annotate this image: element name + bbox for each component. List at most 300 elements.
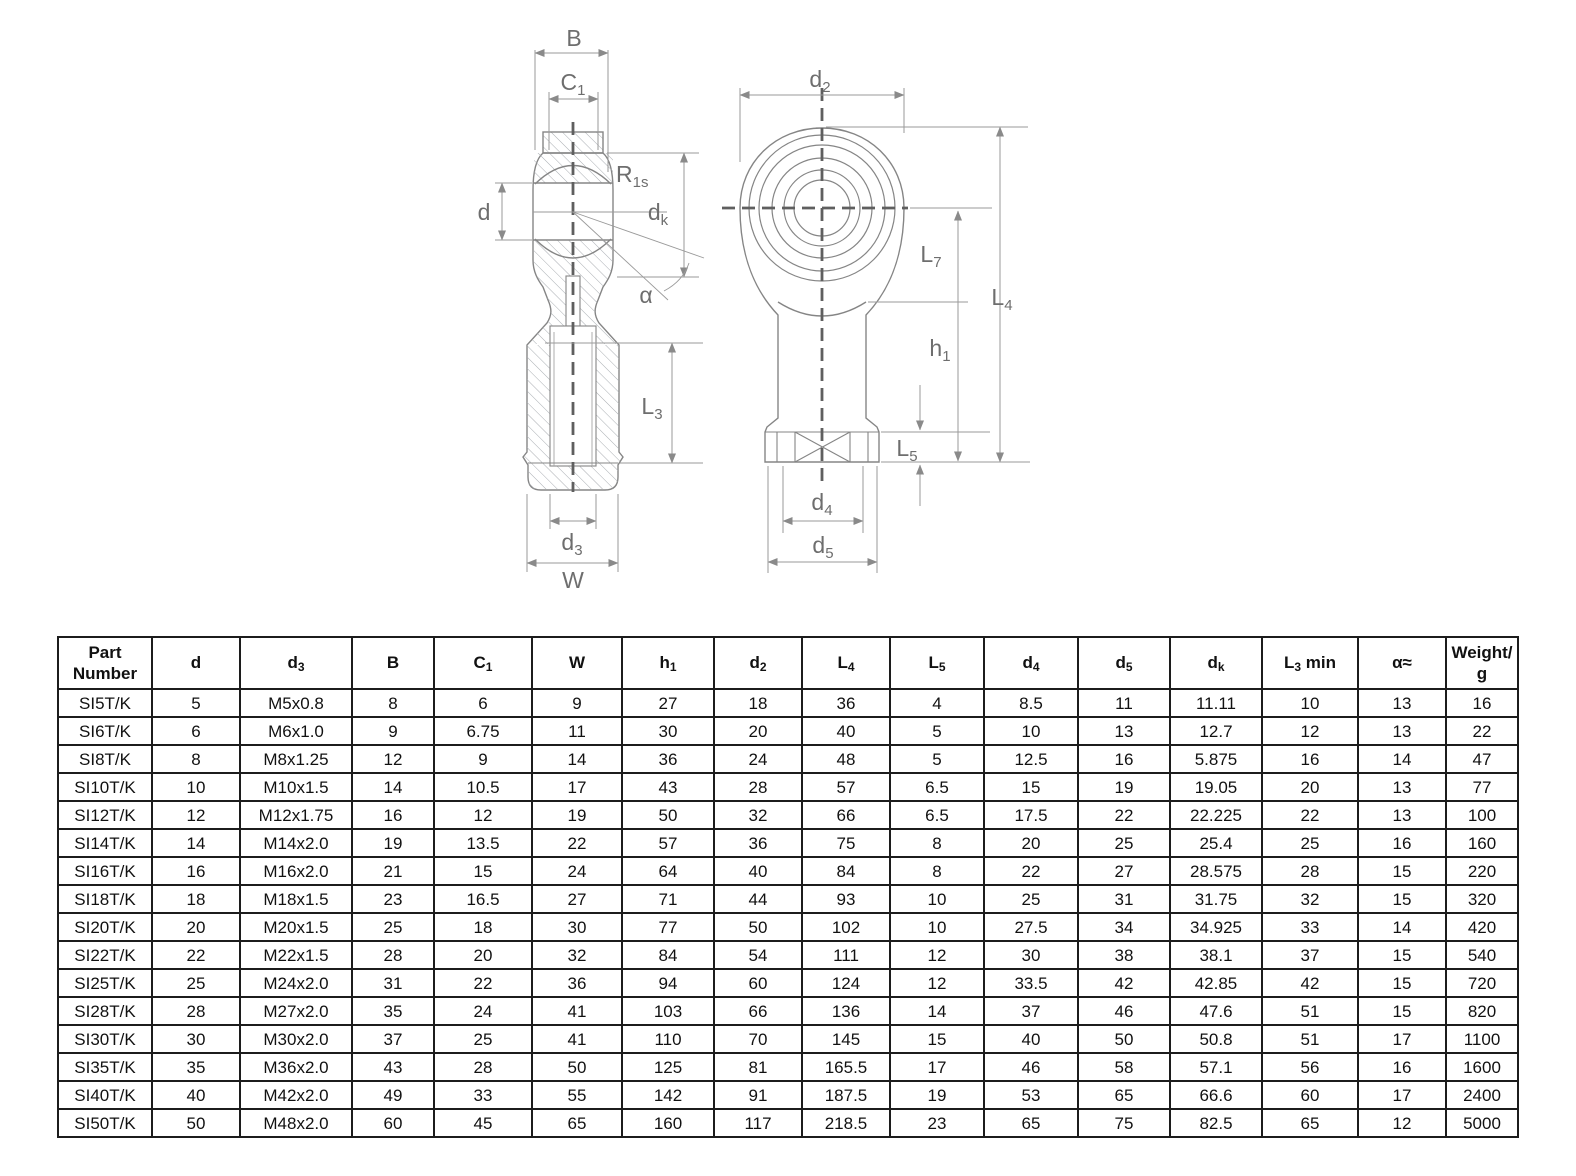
value-cell: 25 [152,969,240,997]
part-number-cell: SI8T/K [58,745,152,773]
value-cell: 27.5 [984,913,1078,941]
value-cell: 31 [1078,885,1170,913]
col-header-d5: $d_5$ [1078,637,1170,689]
table-row [58,689,1518,717]
value-cell: 25 [434,1025,532,1053]
table-row [58,857,1518,885]
value-cell: 41 [532,997,622,1025]
value-cell: 60 [352,1109,434,1137]
value-cell: 42 [1078,969,1170,997]
value-cell: 50.8 [1170,1025,1262,1053]
value-cell: 100 [1446,801,1518,829]
value-cell: 16 [1358,829,1446,857]
part-number-cell: SI5T/K [58,689,152,717]
value-cell: 65 [1078,1081,1170,1109]
value-cell: 60 [1262,1081,1358,1109]
value-cell: 5 [890,717,984,745]
value-cell: 32 [714,801,802,829]
value-cell: 5 [890,745,984,773]
value-cell: 2400 [1446,1081,1518,1109]
value-cell: 40 [714,857,802,885]
value-cell: 36 [622,745,714,773]
part-number-cell: SI22T/K [58,941,152,969]
value-cell: 37 [352,1025,434,1053]
value-cell: M14x2.0 [240,829,352,857]
dim-label-d5: $d_5$ [812,532,834,562]
value-cell: 44 [714,885,802,913]
value-cell: 102 [802,913,890,941]
value-cell: 28.575 [1170,857,1262,885]
value-cell: 28 [434,1053,532,1081]
dim-label-d3: $d_3$ [561,529,583,559]
value-cell: 27 [1078,857,1170,885]
value-cell: 16 [352,801,434,829]
part-number-cell: SI50T/K [58,1109,152,1137]
value-cell: 165.5 [802,1053,890,1081]
value-cell: 15 [1358,969,1446,997]
value-cell: 5 [152,689,240,717]
table-row [58,913,1518,941]
value-cell: 10 [1262,689,1358,717]
dim-label-L7: $L_7$ [920,241,942,271]
value-cell: 17 [532,773,622,801]
value-cell: M22x1.5 [240,941,352,969]
col-header-L3min: $L_3$ min [1262,637,1358,689]
value-cell: 12 [434,801,532,829]
value-cell: 22 [152,941,240,969]
value-cell: 1600 [1446,1053,1518,1081]
col-header-d: d [152,637,240,689]
part-number-cell: SI18T/K [58,885,152,913]
dim-label-alpha: α [639,282,653,308]
dim-label-d: d [477,199,491,225]
value-cell: 18 [152,885,240,913]
table-row [58,773,1518,801]
value-cell: 19 [532,801,622,829]
value-cell: 65 [984,1109,1078,1137]
value-cell: 22 [984,857,1078,885]
value-cell: 28 [714,773,802,801]
value-cell: 40 [152,1081,240,1109]
value-cell: 30 [532,913,622,941]
part-number-cell: SI28T/K [58,997,152,1025]
value-cell: 50 [714,913,802,941]
value-cell: M6x1.0 [240,717,352,745]
value-cell: 13 [1358,717,1446,745]
value-cell: 70 [714,1025,802,1053]
value-cell: 28 [152,997,240,1025]
value-cell: 23 [890,1109,984,1137]
spec-table-body [58,689,1518,1137]
value-cell: 77 [622,913,714,941]
value-cell: 38.1 [1170,941,1262,969]
part-number-cell: SI35T/K [58,1053,152,1081]
value-cell: 5.875 [1170,745,1262,773]
value-cell: 66 [802,801,890,829]
value-cell: 6.75 [434,717,532,745]
value-cell: 14 [532,745,622,773]
part-number-cell: SI10T/K [58,773,152,801]
value-cell: 142 [622,1081,714,1109]
col-header-W: W [532,637,622,689]
value-cell: 47.6 [1170,997,1262,1025]
value-cell: 16 [152,857,240,885]
value-cell: 82.5 [1170,1109,1262,1137]
col-header-alpha: α≈ [1358,637,1446,689]
value-cell: 13 [1358,773,1446,801]
value-cell: 28 [352,941,434,969]
value-cell: 13 [1078,717,1170,745]
value-cell: 34.925 [1170,913,1262,941]
value-cell: 24 [434,997,532,1025]
value-cell: 11 [1078,689,1170,717]
value-cell: 25 [352,913,434,941]
value-cell: 15 [984,773,1078,801]
value-cell: 110 [622,1025,714,1053]
value-cell: 24 [532,857,622,885]
col-header-d3: $d_3$ [240,637,352,689]
value-cell: M42x2.0 [240,1081,352,1109]
value-cell: 8 [890,829,984,857]
value-cell: 13 [1358,801,1446,829]
value-cell: 10.5 [434,773,532,801]
value-cell: 43 [352,1053,434,1081]
value-cell: 10 [890,885,984,913]
part-number-cell: SI30T/K [58,1025,152,1053]
table-row [58,1053,1518,1081]
value-cell: 160 [622,1109,714,1137]
value-cell: 28 [1262,857,1358,885]
value-cell: 36 [802,689,890,717]
value-cell: 20 [984,829,1078,857]
value-cell: 20 [1262,773,1358,801]
value-cell: 13 [1358,689,1446,717]
value-cell: 12 [352,745,434,773]
value-cell: 50 [622,801,714,829]
value-cell: 51 [1262,1025,1358,1053]
value-cell: 720 [1446,969,1518,997]
value-cell: M30x2.0 [240,1025,352,1053]
value-cell: 32 [1262,885,1358,913]
dim-label-h1: $h_1$ [929,335,951,365]
value-cell: 81 [714,1053,802,1081]
value-cell: 25.4 [1170,829,1262,857]
value-cell: 23 [352,885,434,913]
col-header-h1: $h_1$ [622,637,714,689]
value-cell: M18x1.5 [240,885,352,913]
value-cell: 9 [434,745,532,773]
value-cell: 103 [622,997,714,1025]
value-cell: 4 [890,689,984,717]
col-header-C1: $C_1$ [434,637,532,689]
value-cell: 540 [1446,941,1518,969]
col-header-L5: $L_5$ [890,637,984,689]
value-cell: 15 [890,1025,984,1053]
value-cell: 65 [532,1109,622,1137]
value-cell: 30 [622,717,714,745]
value-cell: 8 [152,745,240,773]
value-cell: 17 [1358,1025,1446,1053]
value-cell: 58 [1078,1053,1170,1081]
col-header-B: B [352,637,434,689]
value-cell: 40 [984,1025,1078,1053]
value-cell: 36 [714,829,802,857]
value-cell: 6 [152,717,240,745]
value-cell: 12.5 [984,745,1078,773]
value-cell: 14 [1358,745,1446,773]
value-cell: 77 [1446,773,1518,801]
value-cell: 160 [1446,829,1518,857]
dim-label-L5: $L_5$ [896,435,918,465]
value-cell: 14 [152,829,240,857]
table-row [58,1025,1518,1053]
value-cell: 37 [984,997,1078,1025]
value-cell: 42 [1262,969,1358,997]
dim-label-R1s: $R_{1s}$ [616,161,649,191]
dim-label-L3: $L_3$ [641,393,663,423]
value-cell: 64 [622,857,714,885]
value-cell: M5x0.8 [240,689,352,717]
value-cell: 11.11 [1170,689,1262,717]
value-cell: 20 [714,717,802,745]
value-cell: 31 [352,969,434,997]
value-cell: 35 [352,997,434,1025]
value-cell: 41 [532,1025,622,1053]
part-number-cell: SI20T/K [58,913,152,941]
part-number-cell: SI12T/K [58,801,152,829]
value-cell: 12 [890,941,984,969]
value-cell: 71 [622,885,714,913]
value-cell: 19 [352,829,434,857]
value-cell: 14 [1358,913,1446,941]
value-cell: 46 [984,1053,1078,1081]
value-cell: 22.225 [1170,801,1262,829]
value-cell: 75 [802,829,890,857]
value-cell: 12 [1262,717,1358,745]
value-cell: 19.05 [1170,773,1262,801]
value-cell: 34 [1078,913,1170,941]
table-row [58,829,1518,857]
value-cell: 10 [890,913,984,941]
value-cell: 30 [984,941,1078,969]
value-cell: 19 [1078,773,1170,801]
dim-label-L4: $L_4$ [991,284,1013,314]
part-number-cell: SI40T/K [58,1081,152,1109]
value-cell: 11 [532,717,622,745]
value-cell: 75 [1078,1109,1170,1137]
value-cell: 42.85 [1170,969,1262,997]
value-cell: 50 [532,1053,622,1081]
value-cell: 187.5 [802,1081,890,1109]
value-cell: 15 [1358,857,1446,885]
value-cell: 50 [1078,1025,1170,1053]
value-cell: M24x2.0 [240,969,352,997]
spec-table [57,636,1519,1138]
value-cell: 13.5 [434,829,532,857]
value-cell: 18 [434,913,532,941]
value-cell: 57.1 [1170,1053,1262,1081]
value-cell: 12 [152,801,240,829]
value-cell: 6 [434,689,532,717]
value-cell: 45 [434,1109,532,1137]
value-cell: 218.5 [802,1109,890,1137]
table-row [58,745,1518,773]
value-cell: M8x1.25 [240,745,352,773]
value-cell: 55 [532,1081,622,1109]
value-cell: 320 [1446,885,1518,913]
value-cell: 30 [152,1025,240,1053]
value-cell: 84 [802,857,890,885]
value-cell: 31.75 [1170,885,1262,913]
value-cell: 54 [714,941,802,969]
part-number-cell: SI14T/K [58,829,152,857]
value-cell: 43 [622,773,714,801]
value-cell: 25 [1078,829,1170,857]
value-cell: 16 [1446,689,1518,717]
value-cell: 84 [622,941,714,969]
value-cell: 66 [714,997,802,1025]
value-cell: 21 [352,857,434,885]
left-view-dimensions [495,50,704,572]
table-row [58,717,1518,745]
value-cell: 17 [1358,1081,1446,1109]
value-cell: 47 [1446,745,1518,773]
value-cell: 20 [152,913,240,941]
value-cell: 27 [622,689,714,717]
value-cell: 117 [714,1109,802,1137]
dim-label-d2: $d_2$ [809,66,831,96]
value-cell: 820 [1446,997,1518,1025]
value-cell: 12.7 [1170,717,1262,745]
value-cell: 16 [1358,1053,1446,1081]
value-cell: 36 [532,969,622,997]
value-cell: 14 [890,997,984,1025]
value-cell: 57 [802,773,890,801]
value-cell: M12x1.75 [240,801,352,829]
value-cell: 35 [152,1053,240,1081]
value-cell: 22 [434,969,532,997]
value-cell: 65 [1262,1109,1358,1137]
value-cell: 17 [890,1053,984,1081]
value-cell: 10 [984,717,1078,745]
value-cell: 6.5 [890,773,984,801]
part-number-cell: SI6T/K [58,717,152,745]
value-cell: 420 [1446,913,1518,941]
value-cell: 22 [532,829,622,857]
value-cell: 125 [622,1053,714,1081]
value-cell: 16.5 [434,885,532,913]
value-cell: 46 [1078,997,1170,1025]
dim-label-d4: $d_4$ [811,489,833,519]
value-cell: 136 [802,997,890,1025]
value-cell: 22 [1078,801,1170,829]
value-cell: 93 [802,885,890,913]
col-header-L4: $L_4$ [802,637,890,689]
value-cell: 12 [1358,1109,1446,1137]
value-cell: 32 [532,941,622,969]
part-number-cell: SI16T/K [58,857,152,885]
value-cell: 6.5 [890,801,984,829]
value-cell: 25 [1262,829,1358,857]
part-number-cell: SI25T/K [58,969,152,997]
value-cell: 25 [984,885,1078,913]
value-cell: 15 [1358,885,1446,913]
table-row [58,997,1518,1025]
value-cell: 111 [802,941,890,969]
value-cell: 15 [1358,997,1446,1025]
col-header-part-number: Part Number [58,637,152,689]
table-row [58,885,1518,913]
value-cell: 15 [434,857,532,885]
value-cell: 9 [532,689,622,717]
value-cell: 60 [714,969,802,997]
value-cell: 33 [1262,913,1358,941]
value-cell: 8 [352,689,434,717]
value-cell: M20x1.5 [240,913,352,941]
value-cell: 18 [714,689,802,717]
value-cell: 91 [714,1081,802,1109]
value-cell: 19 [890,1081,984,1109]
value-cell: 37 [1262,941,1358,969]
value-cell: 1100 [1446,1025,1518,1053]
value-cell: 145 [802,1025,890,1053]
value-cell: M16x2.0 [240,857,352,885]
table-row [58,941,1518,969]
value-cell: 220 [1446,857,1518,885]
value-cell: 16 [1078,745,1170,773]
value-cell: M27x2.0 [240,997,352,1025]
col-header-d2: $d_2$ [714,637,802,689]
value-cell: 8 [890,857,984,885]
value-cell: 24 [714,745,802,773]
value-cell: 8.5 [984,689,1078,717]
value-cell: 57 [622,829,714,857]
value-cell: 22 [1446,717,1518,745]
value-cell: 22 [1262,801,1358,829]
value-cell: M36x2.0 [240,1053,352,1081]
col-header-d4: $d_4$ [984,637,1078,689]
dim-label-W: W [562,567,584,593]
value-cell: 51 [1262,997,1358,1025]
value-cell: 94 [622,969,714,997]
dim-label-B: B [566,25,582,51]
value-cell: 20 [434,941,532,969]
value-cell: 10 [152,773,240,801]
value-cell: 14 [352,773,434,801]
value-cell: 9 [352,717,434,745]
value-cell: 56 [1262,1053,1358,1081]
table-row [58,801,1518,829]
value-cell: 124 [802,969,890,997]
spec-table-header [58,637,1518,689]
value-cell: 12 [890,969,984,997]
table-row [58,1109,1518,1137]
value-cell: 40 [802,717,890,745]
value-cell: M48x2.0 [240,1109,352,1137]
value-cell: 50 [152,1109,240,1137]
value-cell: 48 [802,745,890,773]
value-cell: 16 [1262,745,1358,773]
value-cell: 33 [434,1081,532,1109]
value-cell: 15 [1358,941,1446,969]
value-cell: M10x1.5 [240,773,352,801]
value-cell: 49 [352,1081,434,1109]
col-header-dk: $d_k$ [1170,637,1262,689]
dim-label-dk: $d_k$ [647,199,669,229]
value-cell: 33.5 [984,969,1078,997]
value-cell: 53 [984,1081,1078,1109]
table-row [58,1081,1518,1109]
